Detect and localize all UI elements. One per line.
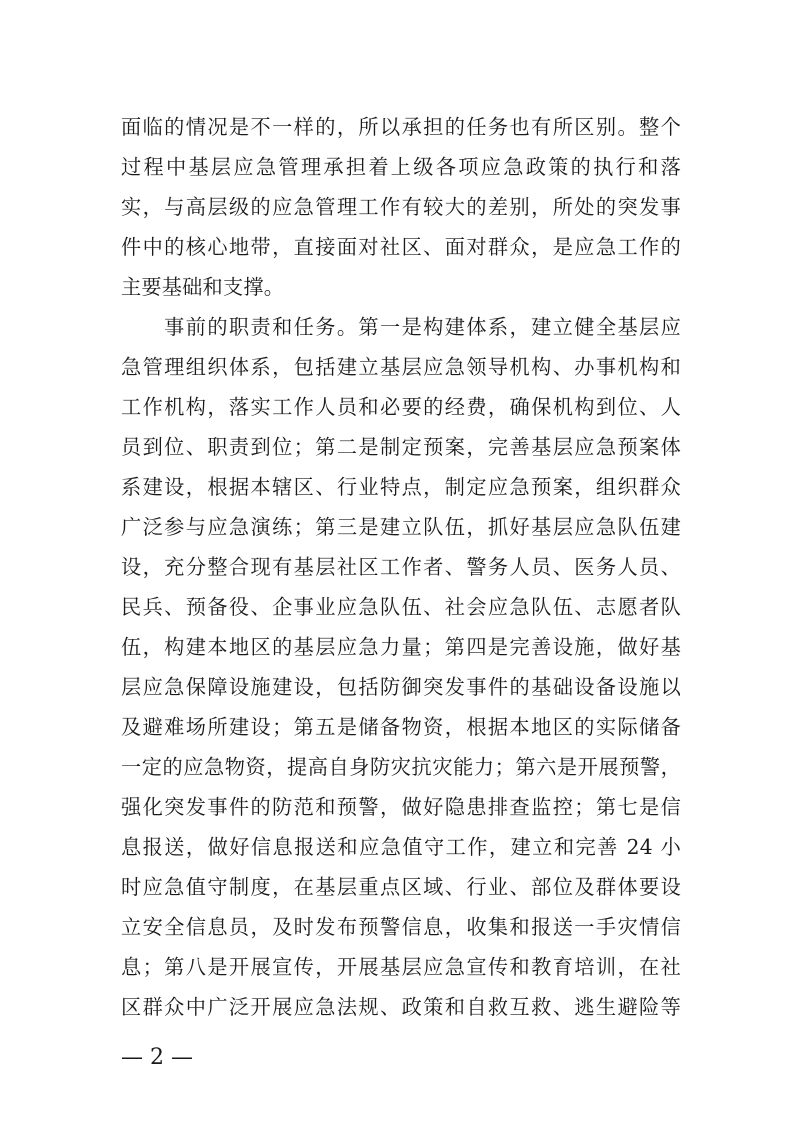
- paragraph-first-line: 事前的职责和任务。第一是构建体系，建立健全基层应: [121, 315, 681, 339]
- text-line: 系建设，根据本辖区、行业特点，制定应急预案，组织群众: [121, 475, 681, 499]
- text-line: 伍，构建本地区的基层应急力量；第四是完善设施，做好基: [121, 635, 681, 659]
- text-line: 时应急值守制度，在基层重点区域、行业、部位及群体要设: [121, 875, 681, 899]
- text-line: 设，充分整合现有基层社区工作者、警务人员、医务人员、: [121, 555, 681, 579]
- text-line: 息报送，做好信息报送和应急值守工作，建立和完善 24 小: [121, 835, 681, 859]
- text-line: 民兵、预备役、企事业应急队伍、社会应急队伍、志愿者队: [121, 595, 681, 619]
- text-line: 工作机构，落实工作人员和必要的经费，确保机构到位、人: [121, 395, 681, 419]
- text-line: 急管理组织体系，包括建立基层应急领导机构、办事机构和: [121, 355, 681, 379]
- text-line: 实，与高层级的应急管理工作有较大的差别，所处的突发事: [121, 195, 681, 219]
- text-line: 员到位、职责到位；第二是制定预案，完善基层应急预案体: [121, 435, 681, 459]
- page-number: — 2 —: [121, 1045, 193, 1070]
- text-line: 过程中基层应急管理承担着上级各项应急政策的执行和落: [121, 155, 681, 179]
- text-line: 件中的核心地带，直接面对社区、面对群众，是应急工作的: [121, 235, 681, 259]
- text-line: 息；第八是开展宣传，开展基层应急宣传和教育培训，在社: [121, 955, 681, 979]
- text-line: 区群众中广泛开展应急法规、政策和自救互救、逃生避险等: [121, 995, 681, 1019]
- text-line: 层应急保障设施建设，包括防御突发事件的基础设备设施以: [121, 675, 681, 699]
- text-line: 面临的情况是不一样的，所以承担的任务也有所区别。整个: [121, 115, 681, 139]
- text-line: 立安全信息员，及时发布预警信息，收集和报送一手灾情信: [121, 915, 681, 939]
- text-line: 一定的应急物资，提高自身防灾抗灾能力；第六是开展预警，: [121, 755, 681, 779]
- text-line: 广泛参与应急演练；第三是建立队伍，抓好基层应急队伍建: [121, 515, 681, 539]
- text-line: 及避难场所建设；第五是储备物资，根据本地区的实际储备: [121, 715, 681, 739]
- text-line: 强化突发事件的防范和预警，做好隐患排查监控；第七是信: [121, 795, 681, 819]
- text-line: 主要基础和支撑。: [121, 275, 285, 299]
